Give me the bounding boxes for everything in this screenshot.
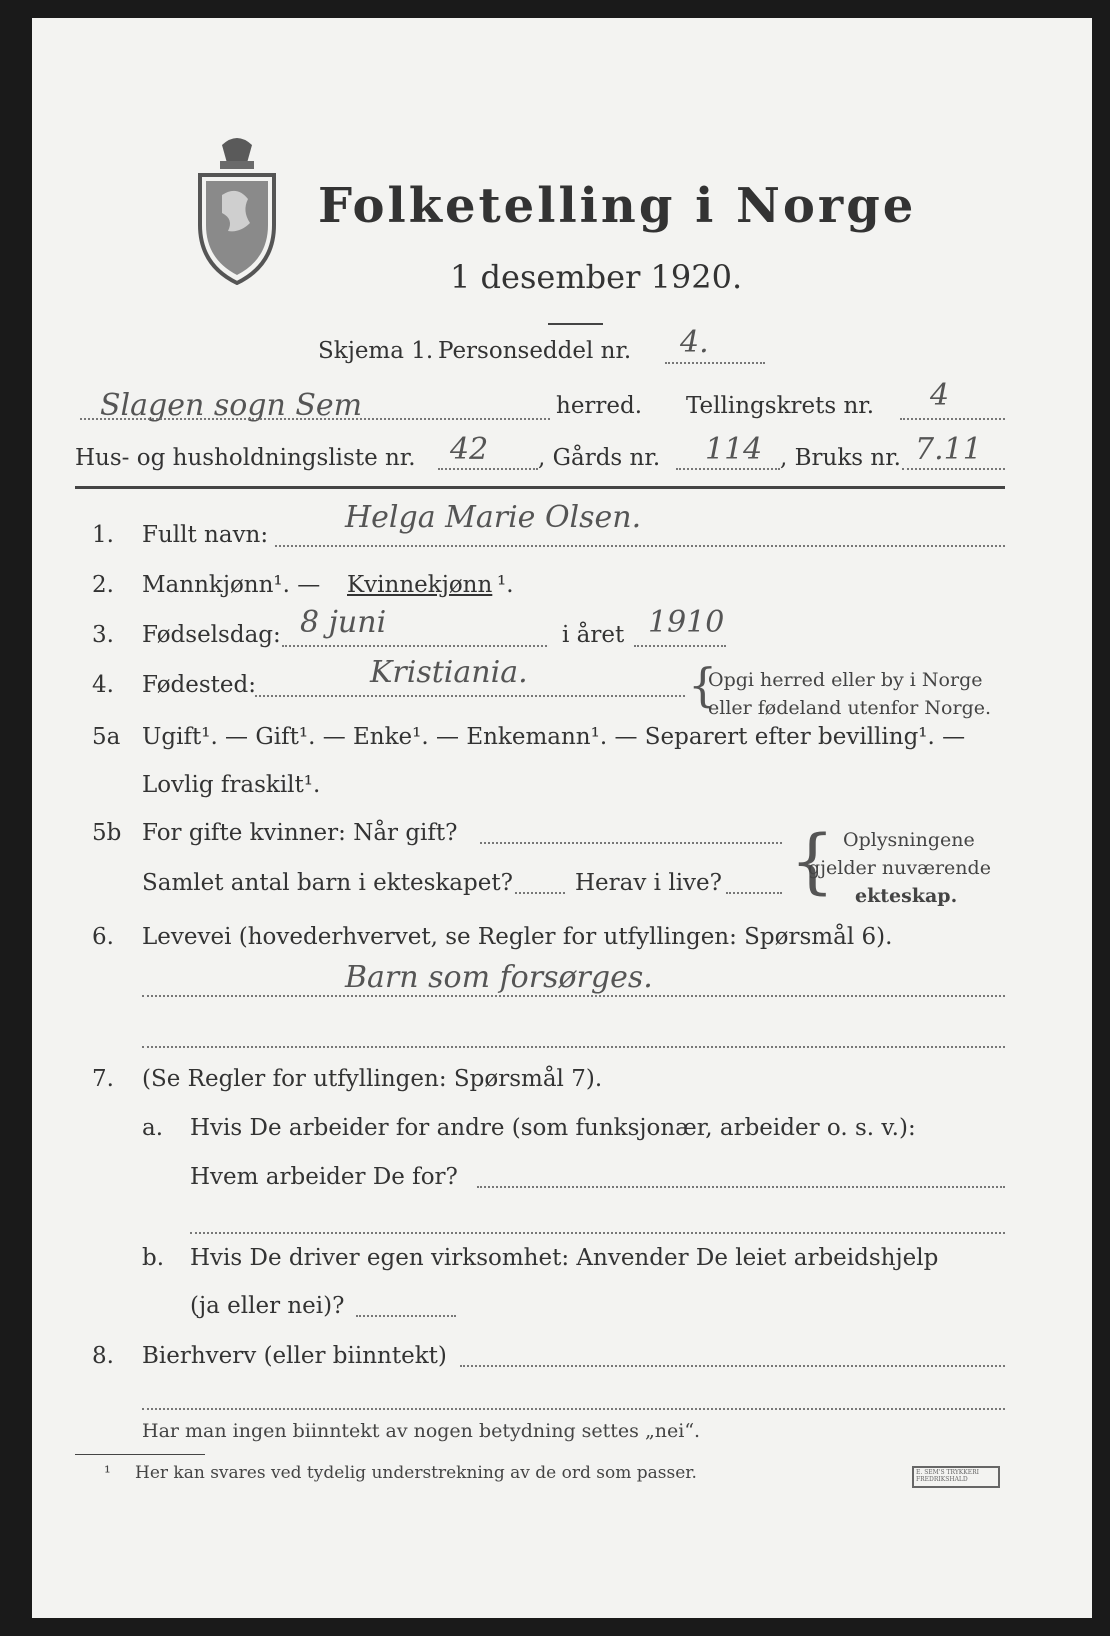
- q2-footnote-ref: ¹.: [497, 572, 514, 598]
- husliste-label: Hus- og husholdningsliste nr.: [75, 445, 416, 471]
- occupation-line-2: [142, 1046, 1005, 1048]
- employer-line[interactable]: [477, 1186, 1005, 1188]
- census-date: 1 desember 1920.: [450, 258, 743, 296]
- tellingskrets-label: Tellingskrets nr.: [686, 393, 875, 419]
- title-rule: [548, 323, 603, 325]
- q4-label: Fødested:: [142, 672, 257, 698]
- hired-help-label: (ja eller nei)?: [190, 1293, 345, 1319]
- q5b-brace: {: [790, 820, 835, 902]
- birthplace-note-2: eller fødeland utenfor Norge.: [708, 697, 992, 719]
- herred-line: [80, 418, 550, 420]
- q5a-number: 5a: [92, 724, 121, 750]
- birthplace-line: [255, 695, 685, 697]
- q7-label: (Se Regler for utfyllingen: Spørsmål 7).: [142, 1066, 603, 1092]
- personseddel-label: Personseddel nr.: [438, 338, 632, 364]
- occupation-label: Levevei (hovederhvervet, se Regler for utfyllingen: Spørsmål 6).: [142, 924, 893, 950]
- gards-label: , Gårds nr.: [538, 445, 661, 471]
- birth-year-value[interactable]: 1910: [648, 605, 725, 640]
- q1-number: 1.: [92, 522, 114, 548]
- female-option[interactable]: Kvinnekjønn: [347, 572, 493, 598]
- printer-stamp: [912, 1466, 1000, 1488]
- q7a-letter: a.: [142, 1115, 164, 1141]
- occupation-value[interactable]: Barn som forsørges.: [345, 960, 653, 995]
- personseddel-value[interactable]: 4.: [680, 325, 709, 360]
- q8-number: 8.: [92, 1343, 114, 1369]
- footnote-text: Her kan svares ved tydelig understrekning av de ord som passer.: [135, 1463, 697, 1483]
- q7b-letter: b.: [142, 1245, 165, 1271]
- bruks-label: , Bruks nr.: [780, 445, 901, 471]
- birthplace-note-1: Opgi herred eller by i Norge: [708, 669, 983, 691]
- herred-value[interactable]: Slagen sogn Sem: [100, 388, 363, 423]
- children-alive-line[interactable]: [726, 892, 782, 894]
- q2-number: 2.: [92, 572, 114, 598]
- occupation-line-1: [142, 995, 1005, 997]
- marital-status-options[interactable]: Ugift¹. — Gift¹. — Enke¹. — Enkemann¹. — Separert efter bevilling¹. —: [142, 724, 966, 750]
- form-title: Folketelling i Norge: [318, 178, 917, 234]
- children-count-label: Samlet antal barn i ekteskapet?: [142, 870, 513, 896]
- personseddel-line: [665, 362, 765, 364]
- marriage-note-2: gjelder nuværende: [808, 857, 991, 879]
- bruks-value[interactable]: 7.11: [915, 432, 982, 467]
- husliste-value[interactable]: 42: [450, 432, 489, 467]
- married-when-line[interactable]: [480, 842, 782, 844]
- footnote-rule: [75, 1454, 205, 1455]
- tellingskrets-line: [900, 418, 1005, 420]
- children-count-line[interactable]: [515, 892, 565, 894]
- male-option[interactable]: Mannkjønn¹. —: [142, 572, 321, 598]
- side-income-note: Har man ingen biinntekt av nogen betydning settes „nei“.: [142, 1420, 701, 1442]
- full-name-line: [275, 545, 1005, 547]
- birth-year-line: [634, 645, 726, 647]
- side-income-line[interactable]: [460, 1365, 1005, 1367]
- full-name-value[interactable]: Helga Marie Olsen.: [345, 500, 642, 535]
- q4-number: 4.: [92, 672, 114, 698]
- marriage-note-1: Oplysningene: [843, 829, 975, 851]
- employee-question: Hvis De arbeider for andre (som funksjonær, arbeider o. s. v.):: [190, 1115, 916, 1141]
- side-income-line-2[interactable]: [142, 1408, 1005, 1410]
- employer-label: Hvem arbeider De for?: [190, 1164, 458, 1190]
- side-income-label: Bierhverv (eller biinntekt): [142, 1343, 447, 1369]
- marriage-note-3: ekteskap.: [855, 885, 958, 907]
- bruks-line: [902, 468, 1005, 470]
- tellingskrets-value[interactable]: 4: [930, 378, 950, 413]
- married-when-label: For gifte kvinner: Når gift?: [142, 820, 458, 846]
- birthday-value[interactable]: 8 juni: [300, 605, 387, 640]
- q3-label: Fødselsdag:: [142, 622, 281, 648]
- q4-brace: {: [688, 658, 718, 712]
- birth-year-label: i året: [562, 622, 625, 648]
- q6-number: 6.: [92, 924, 114, 950]
- skjema-label: Skjema 1.: [318, 338, 434, 364]
- birthplace-value[interactable]: Kristiania.: [370, 655, 528, 690]
- coat-of-arms-icon: [192, 125, 282, 285]
- printer-stamp-text: E. SEM'S TRYKKERI FREDRIKSHALD: [916, 1469, 980, 1483]
- header-divider: [75, 486, 1005, 489]
- gards-value[interactable]: 114: [705, 432, 763, 467]
- q5b-number: 5b: [92, 820, 122, 846]
- divorced-option[interactable]: Lovlig fraskilt¹.: [142, 772, 321, 798]
- hired-help-line[interactable]: [356, 1315, 456, 1317]
- footnote-mark: ¹: [104, 1463, 111, 1483]
- birthday-line: [282, 645, 547, 647]
- self-employed-question: Hvis De driver egen virksomhet: Anvender De leiet arbeidshjelp: [190, 1245, 939, 1271]
- herred-label: herred.: [556, 393, 643, 419]
- husliste-line: [438, 468, 538, 470]
- q1-label: Fullt navn:: [142, 522, 269, 548]
- q3-number: 3.: [92, 622, 114, 648]
- children-alive-label: Herav i live?: [575, 870, 722, 896]
- gards-line: [676, 468, 780, 470]
- q7-number: 7.: [92, 1066, 114, 1092]
- employer-line-2[interactable]: [190, 1232, 1005, 1234]
